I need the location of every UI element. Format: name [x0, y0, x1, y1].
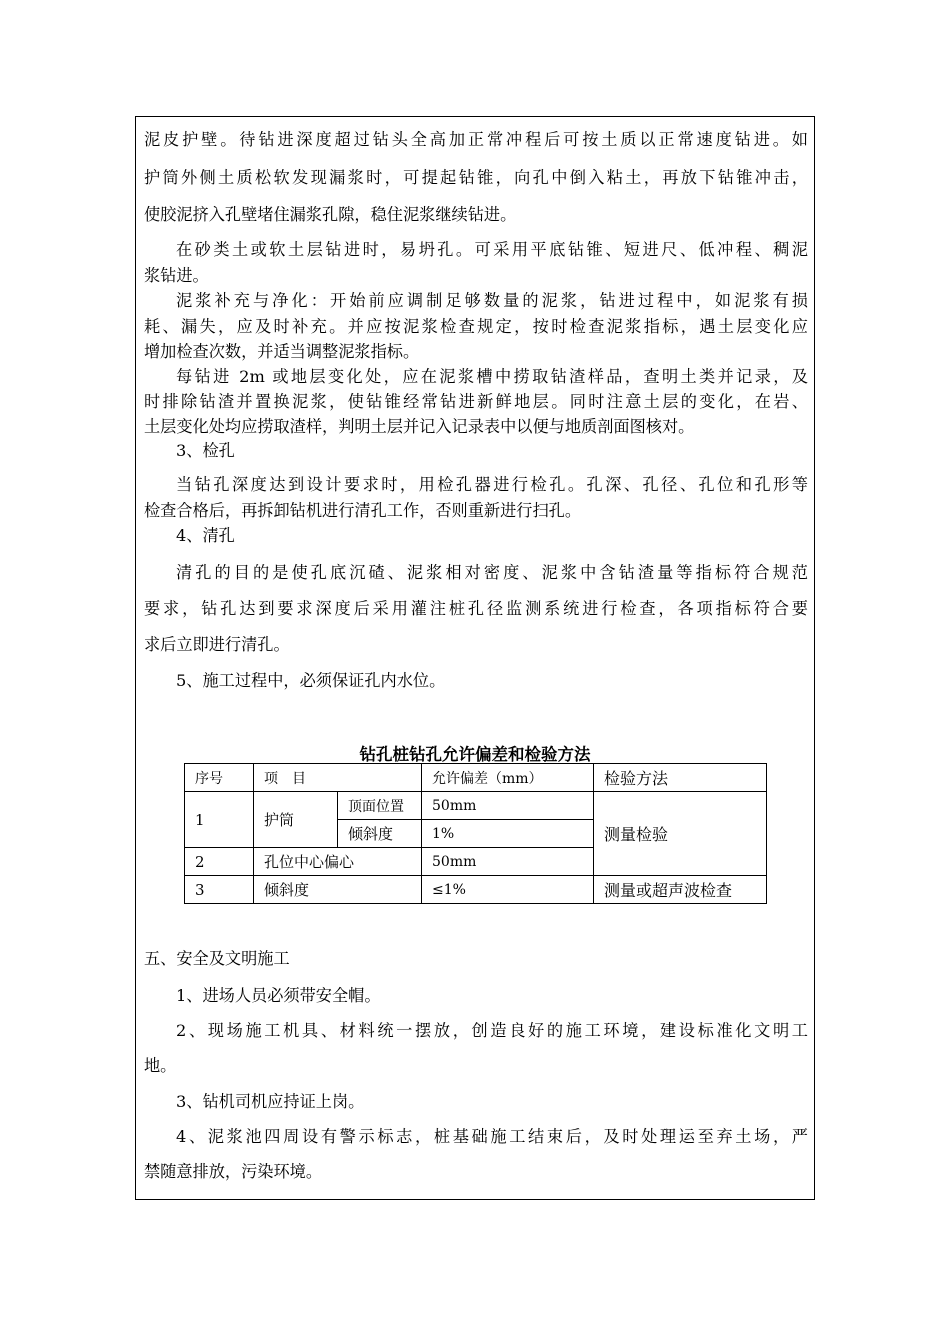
paragraph-line: 增加检查次数，并适当调整泥浆指标。 — [144, 342, 420, 361]
method-merged: 测量检验 — [594, 792, 767, 876]
paragraph-line: 护筒外侧土质松软发现漏浆时，可提起钻锥，向孔中倒入粘土，再放下钻锥冲击， — [144, 168, 808, 187]
paragraph-line: 2、现场施工机具、材料统一摆放，创造良好的施工环境，建设标准化文明工 — [176, 1021, 808, 1040]
paragraph-line: 禁随意排放，污染环境。 — [144, 1162, 323, 1181]
row1-sub1: 顶面位置 — [338, 792, 422, 820]
section-heading: 五、安全及文明施工 — [144, 949, 290, 968]
row2-item: 孔位中心偏心 — [254, 848, 422, 876]
paragraph-line: 清孔的目的是使孔底沉碴、泥浆相对密度、泥浆中含钻渣量等指标符合规范 — [176, 563, 808, 582]
paragraph-line: 泥皮护壁。待钻进深度超过钻头全高加正常冲程后可按土质以正常速度钻进。如 — [144, 130, 808, 149]
header-no: 序号 — [185, 764, 254, 792]
row1-tol1: 50mm — [422, 792, 594, 820]
paragraph-line: 求后立即进行清孔。 — [144, 635, 290, 654]
tolerance-table — [184, 763, 767, 904]
paragraph-line: 浆钻进。 — [144, 266, 209, 285]
paragraph-line: 在砂类土或软土层钻进时，易坍孔。可采用平底钻锥、短进尺、低冲程、稠泥 — [176, 240, 808, 259]
row3-tol: ≤1% — [422, 876, 594, 904]
header-item: 项 目 — [254, 764, 422, 792]
row3-method: 测量或超声波检查 — [594, 876, 767, 904]
paragraph-line: 4、泥浆池四周设有警示标志，桩基础施工结束后，及时处理运至弃土场，严 — [176, 1127, 808, 1146]
paragraph-line: 当钻孔深度达到设计要求时，用检孔器进行检孔。孔深、孔径、孔位和孔形等 — [176, 475, 808, 494]
paragraph-line: 地。 — [144, 1056, 177, 1075]
table-header-row — [185, 764, 767, 792]
paragraph-line: 要求，钻孔达到要求深度后采用灌注桩孔径监测系统进行检查，各项指标符合要 — [144, 599, 808, 618]
row3-no: 3 — [185, 876, 254, 904]
row1-item: 护筒 — [254, 792, 338, 848]
table-title: 钻孔桩钻孔允许偏差和检验方法 — [359, 745, 591, 764]
paragraph-line: 土层变化处均应捞取渣样，判明土层并记入记录表中以便与地质剖面图核对。 — [144, 417, 695, 436]
section-heading: 4、清孔 — [176, 526, 235, 545]
row1-no: 1 — [185, 792, 254, 848]
table-row — [185, 792, 767, 820]
header-method: 检验方法 — [594, 764, 767, 792]
row1-tol2: 1% — [422, 820, 594, 848]
paragraph-line: 泥浆补充与净化：开始前应调制足够数量的泥浆，钻进过程中，如泥浆有损 — [176, 291, 808, 310]
paragraph-line: 耗、漏失，应及时补充。并应按泥浆检查规定，按时检查泥浆指标，遇土层变化应 — [144, 317, 808, 336]
row3-item: 倾斜度 — [254, 876, 422, 904]
row1-sub2: 倾斜度 — [338, 820, 422, 848]
row2-tol: 50mm — [422, 848, 594, 876]
paragraph-line: 5、施工过程中，必须保证孔内水位。 — [176, 671, 446, 690]
paragraph-line: 时排除钻渣并置换泥浆，使钻锥经常钻进新鲜地层。同时注意土层的变化，在岩、 — [144, 392, 808, 411]
section-heading: 3、检孔 — [176, 441, 235, 460]
header-tolerance: 允许偏差（mm） — [422, 764, 594, 792]
paragraph-line: 检查合格后，再拆卸钻机进行清孔工作，否则重新进行扫孔。 — [144, 501, 582, 520]
paragraph-line: 使胶泥挤入孔壁堵住漏浆孔隙，稳住泥浆继续钻进。 — [144, 205, 517, 224]
paragraph-line: 3、钻机司机应持证上岗。 — [176, 1092, 365, 1111]
paragraph-line: 1、进场人员必须带安全帽。 — [176, 986, 381, 1005]
table-row — [185, 876, 767, 904]
paragraph-line: 每钻进 2m 或地层变化处，应在泥浆槽中捞取钻渣样品，查明土类并记录，及 — [176, 367, 808, 386]
row2-no: 2 — [185, 848, 254, 876]
